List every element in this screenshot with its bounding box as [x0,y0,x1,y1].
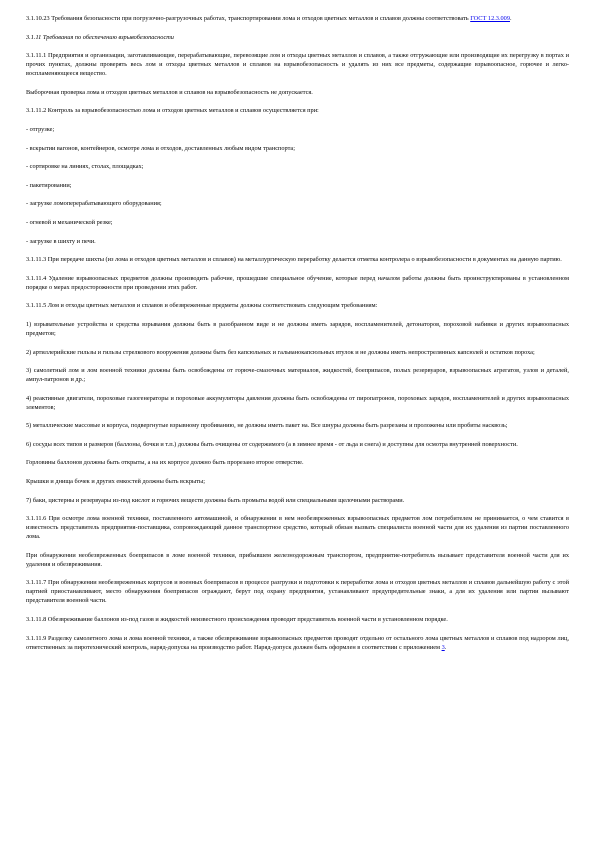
list-item-sorting: - сортировке на линиях, столах, площадках; [26,163,144,171]
paragraph-railway-scrap: При обнаружении необезвреженных боеприпасов в ломе военной техники, прибывшем железнодорожным транспортом, предприятие-потребитель вызывает представителя военной части для их удаления и обезвреживания. [26,551,569,568]
paragraph-3-1-11-4: 3.1.11.4 Удаление взрывоопасных предметов должны производить рабочие, прошедшие специальное обучение, которые перед началом работы должны быть проинструктированы в установленном порядке о мерах предосторожности при проведении этих работ. [26,274,569,291]
paragraph-3-1-11-8: 3.1.11.8 Обезвреживание баллонов из-под газов и жидкостей неизвестного происхождения проводит представитель военной части в установленном порядке. [26,616,448,624]
appendix-3-link[interactable]: 3 [441,643,445,651]
paragraph-3-1-11-5: 3.1.11.5 Лом и отходы цветных металлов и сплавов и обезвреженные предметы должны соответствовать следующим требованиям: [26,302,378,310]
paragraph-3-1-11-2: 3.1.11.2 Контроль за взрывобезопасностью лома и отходов цветных металлов и сплавов осуществляется при: [26,107,319,115]
list-item-shipment: - отгрузке; [26,125,55,133]
requirement-item-5: 5) металлические массовые и корпуса, подвергнутые взрывному пробиванию, не должны иметь пакет на. Все шнуры должны быть разрезаны и проложены или пробиты насквозь; [26,422,508,430]
paragraph-barrel-lids: Крышки и днища бочек и других емкостей должны быть вскрыты; [26,478,205,486]
requirement-item-6: 6) сосуды всех типов и размеров (баллоны, бочки и т.п.) должны быть очищены от содержимого (а в зимнее время - от льда и снега) и доступны для осмотра внутренней поверхности. [26,440,518,448]
paragraph-text-end: . [509,15,512,22]
list-item-packing: - пакетировании; [26,181,72,189]
paragraph-text: 3.1.10.23 Требования безопасности при погрузочно-разгрузочных работах, транспортировании лома и отходов цветных металлов и сплавов должны соответствовать [26,15,471,22]
list-item-loading-equipment: - загрузке ломоперерабатывающего оборудования; [26,200,162,208]
paragraph-cylinder-necks: Горловины баллонов должны быть открыты, а на их корпусе должно быть прорезано второе отверстие. [26,459,304,467]
list-item-opening-wagons: - вскрытии вагонов, контейнеров, осмотре лома и отходов, доставленных любым видом транспорта; [26,144,295,152]
requirement-item-1: 1) взрывательные устройства и средства взрывания должны быть в разобранном виде и не должны иметь зарядов, воспламенителей, детонаторов, пороховой набивки и других взрывоопасных предметов; [26,320,569,337]
paragraph-3-1-10-23 [26,14,569,23]
paragraph-3-1-11-9 [26,634,569,652]
paragraph-text-end: . [444,643,447,651]
requirement-item-3: 3) самолетный лом и лом военной техники должны быть освобождены от горюче-смазочных материалов, жидкостей, боеприпасов, полых резервуаров, взрывоопасных агрегатов, узлов и деталей, ампул-патронов и др.; [26,367,569,384]
requirement-item-7: 7) баки, цистерны и резервуары из-под кислот и горючих веществ должны быть промыты водой или специальными щелочными растворами. [26,496,405,504]
paragraph-3-1-11-3: 3.1.11.3 При передаче шихты (из лома и отходов цветных металлов и сплавов) на металлургическую переработку делается отметка контролера о взрывобезопасности в документах на данную партию. [26,256,562,264]
paragraph-3-1-11-7: 3.1.11.7 При обнаружении необезвреженных корпусов и военных боеприпасов в процессе разгрузки и подготовки к переработке лома и отходов цветных металлов и сплавов дальнейшую работу с этой партией приостанавливают, место обнаружения боеприпасов ограждают, берут под охрану предприятия, устанавливают предупредительные знаки, а для их удаления или партии вызывают представителя военной части. [26,579,569,605]
gost-12-3-009-link[interactable]: ГОСТ 12.3.009 [470,15,510,22]
requirement-item-4: 4) реактивные двигатели, пороховые газогенераторы и пороховые аккумуляторы давления должны быть освобождены от пиропатронов, пороховых зарядов, воспламенителей и других взрывоопасных элементов; [26,394,569,411]
requirement-item-2: 2) артиллерийские гильзы и гильзы стрелкового вооружения должны быть без капсюльных и гальванокапсюльных втулок и не должны иметь непрострелянных капсюлей и остатков пороха; [26,348,535,356]
paragraph-3-1-11-6: 3.1.11.6 При осмотре лома военной техники, поставленного автомашиной, и обнаружении в нем необезвреженных взрывоопасных предметов лом потребителем не принимается, о чем ставится в известность представитель предприятия-поставщика, сопровождающий данное транспортное средство, который обязан вызвать специалиста военной части для их удаления из партии поставленного лома. [26,515,569,541]
list-item-cutting: - огневой и механической резке; [26,218,113,226]
paragraph-text: 3.1.11.9 Разделку самолетного лома и лома военной техники, а также обезвреживание взрывоопасных предметов проводят отдельно от остального лома цветных металлов и сплавов под надзором лиц, ответственных за пиротехнический контроль, наряд-допуска на производство работ. Наряд-допуск должен быть оформлен в соответствии с приложением [26,634,569,651]
list-item-charge-loading: - загрузке в шихту и печи. [26,237,96,245]
paragraph-selective-check: Выборочная проверка лома и отходов цветных металлов и сплавов на взрывобезопасность не допускается. [26,88,313,96]
paragraph-3-1-11-1: 3.1.11.1 Предприятия и организации, заготавливающие, перерабатывающие, перевозящие лом и отходы цветных металлов и сплавов, а также отгружающие или производящие их перегрузку в портах и прочих пунктах, должны проверять весь лом и отходы цветных металлов и сплавов на взрывобезопасность и удалять из них все предметы, содержащие взрывоопасное, горючее и легко-воспламеняющееся вещество. [26,52,569,78]
section-heading-3-1-11: 3.1.11 Требования по обеспечению взрывобезопасности [26,33,174,41]
